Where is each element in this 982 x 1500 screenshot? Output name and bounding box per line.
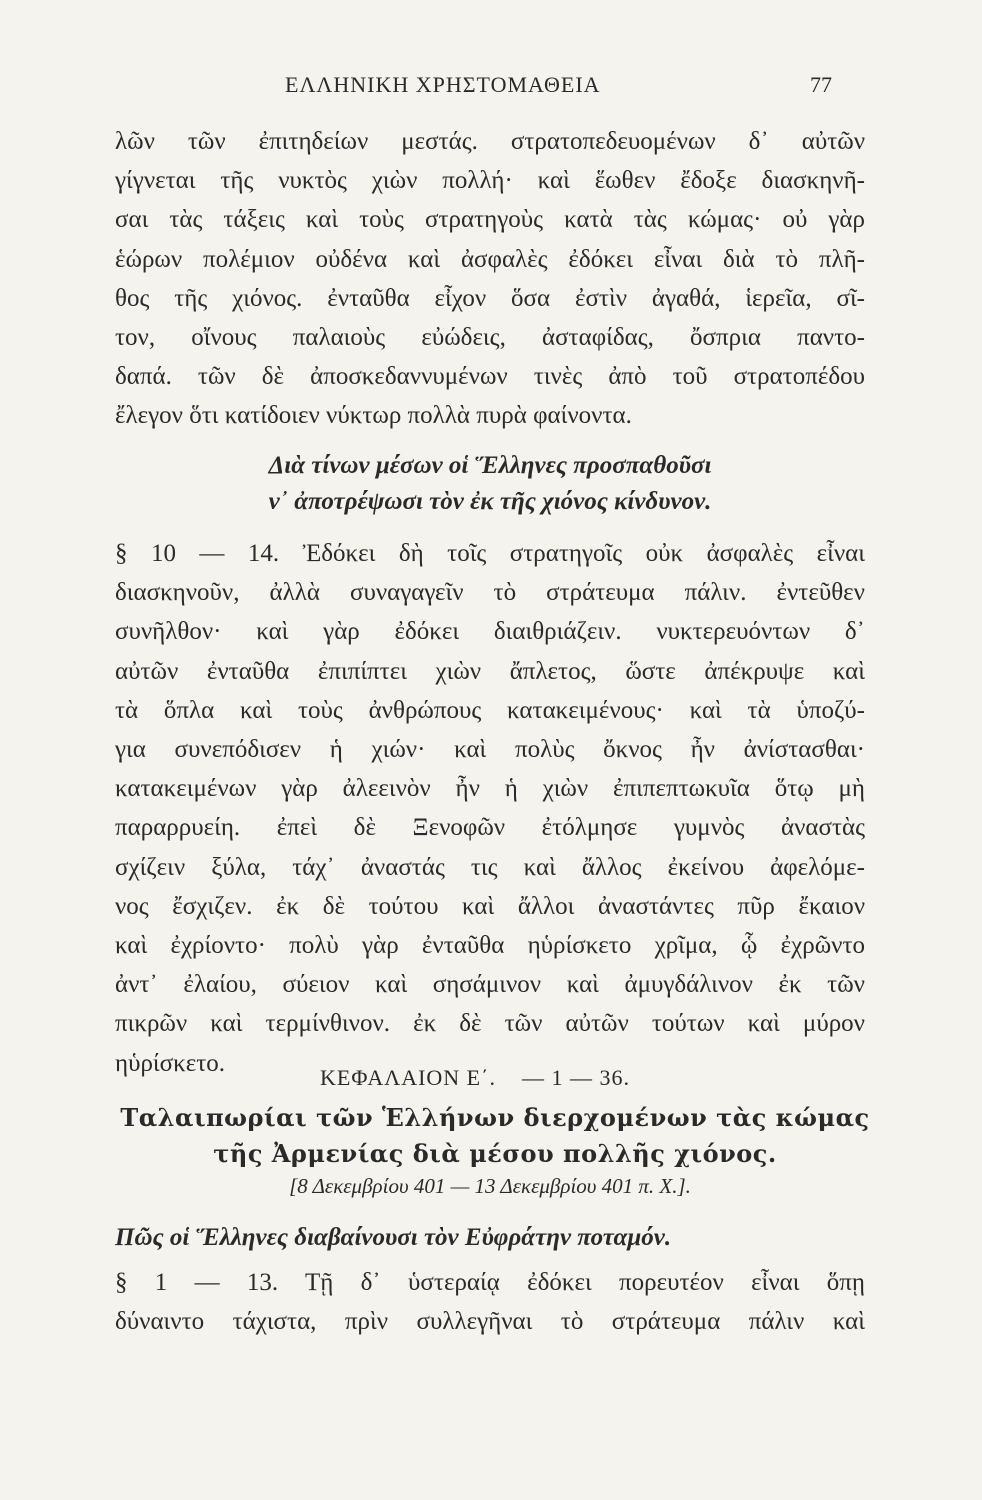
text-line: δύναιντο τάχιστα, πρὶν συλλεγῆναι τὸ στράτευμα πάλιν καὶ: [115, 1308, 865, 1336]
heading-line: ν᾿ ἀποτρέψωσι τὸν ἐκ τῆς χιόνος κίνδυνον.: [268, 488, 712, 515]
section-heading-2: [115, 1100, 875, 1172]
paragraph-1: [115, 122, 865, 436]
text-line: νος ἔσχιζεν. ἐκ δὲ τούτου καὶ ἄλλοι ἀναστάντες πῦρ ἔκαιον: [115, 892, 865, 920]
text-line: σχίζειν ξύλα, τάχ᾿ ἀναστάς τις καὶ ἄλλος ἐκείνου ἀφελόμε-: [115, 853, 865, 881]
date-line: [8 Δεκεμβρίου 401 — 13 Δεκεμβρίου 401 π. Χ.].: [289, 1174, 691, 1198]
text-line: σαι τὰς τάξεις καὶ τοὺς στρατηγοὺς κατὰ τὰς κώμας· οὐ γὰρ: [115, 206, 865, 234]
chapter-title: ΚΕΦΑΛΑΙΟΝ Ε΄.: [320, 1065, 496, 1090]
text-line: γίγνεται τῆς νυκτὸς χιὼν πολλή· καὶ ἕωθεν ἔδοξε διασκηνῆ-: [115, 167, 865, 195]
text-line: ἀντ᾿ ἐλαίου, σύειον καὶ σησάμινον καὶ ἀμυγδάλινον ἐκ τῶν: [115, 971, 865, 999]
text-line: τον, οἴνους παλαιοὺς εὐώδεις, ἀσταφίδας, ὄσπρια παντο-: [115, 324, 865, 352]
text-line: ἑώρων πολέμιον οὐδένα καὶ ἀσφαλὲς ἐδόκει εἶναι διὰ τὸ πλῆ-: [115, 245, 865, 273]
paragraph-2: [115, 534, 865, 1083]
chapter-heading: [320, 1065, 630, 1091]
text-line: ηὑρίσκετο.: [115, 1049, 226, 1077]
chapter-range: — 1 — 36.: [521, 1065, 630, 1090]
text-line: αὐτῶν ἐνταῦθα ἐπιπίπτει χιὼν ἄπλετος, ὥστε ἀπέκρυψε καὶ: [115, 657, 865, 685]
text-line: § 1 — 13. Τῇ δ᾿ ὑστεραίᾳ ἐδόκει πορευτέον εἶναι ὅπῃ: [115, 1269, 865, 1296]
text-line: λῶν τῶν ἐπιτηδείων μεστάς. στρατοπεδευομένων δ᾿ αὐτῶν: [115, 128, 865, 155]
section-heading-1: [115, 448, 865, 520]
page-header: [115, 72, 830, 106]
text-line: κατακειμένων γὰρ ἀλεεινὸν ἦν ἡ χιὼν ἐπιπεπτωκυῖα ὅτῳ μὴ: [115, 775, 865, 803]
text-line: § 10 — 14. Ἐδόκει δὴ τοῖς στρατηγοῖς οὐκ ἀσφαλὲς εἶναι: [115, 540, 865, 567]
section-heading-3: Πῶς οἱ Ἕλληνες διαβαίνουσι τὸν Εὐφράτην ποταμόν.: [115, 1224, 672, 1251]
text-line: για συνεπόδισεν ἡ χιών· καὶ πολὺς ὄκνος ἦν ἀνίστασθαι·: [115, 736, 865, 764]
heading-line: Ταλαιπωρίαι τῶν Ἑλλήνων διερχομένων τὰς κώμας: [120, 1103, 870, 1132]
text-line: ἔλεγον ὅτι κατίδοιεν νύκτωρ πολλὰ πυρὰ φαίνοντα.: [115, 402, 632, 430]
text-line: παραρρυείη. ἐπεὶ δὲ Ξενοφῶν ἐτόλμησε γυμνὸς ἀναστὰς: [115, 814, 865, 842]
text-line: συνῆλθον· καὶ γὰρ ἐδόκει διαιθριάζειν. νυκτερευόντων δ᾿: [115, 618, 865, 646]
heading-line: Διὰ τίνων μέσων οἱ Ἕλληνες προσπαθοῦσι: [268, 452, 712, 479]
running-title: ΕΛΛΗΝΙΚΗ ΧΡΗΣΤΟΜΑΘΕΙΑ: [285, 72, 601, 97]
text-line: καὶ ἐχρίοντο· πολὺ γὰρ ἐνταῦθα ηὑρίσκετο χρῖμα, ᾧ ἐχρῶντο: [115, 932, 865, 960]
heading-line: τῆς Ἀρμενίας διὰ μέσου πολλῆς χιόνος.: [213, 1139, 777, 1168]
text-line: θος τῆς χιόνος. ἐνταῦθα εἶχον ὅσα ἐστὶν ἀγαθά, ἱερεῖα, σῖ-: [115, 284, 865, 312]
text-line: πικρῶν καὶ τερμίνθινον. ἐκ δὲ τῶν αὐτῶν τούτων καὶ μύρον: [115, 1010, 865, 1038]
paragraph-3: [115, 1263, 865, 1341]
text-line: δαπά. τῶν δὲ ἀποσκεδαννυμένων τινὲς ἀπὸ τοῦ στρατοπέδου: [115, 363, 865, 391]
text-line: τὰ ὅπλα καὶ τοὺς ἀνθρώπους κατακειμένους· καὶ τὰ ὑποζύ-: [115, 696, 865, 724]
text-line: διασκηνοῦν, ἀλλὰ συναγαγεῖν τὸ στράτευμα πάλιν. ἐντεῦθεν: [115, 579, 865, 607]
page-number: 77: [810, 72, 832, 97]
